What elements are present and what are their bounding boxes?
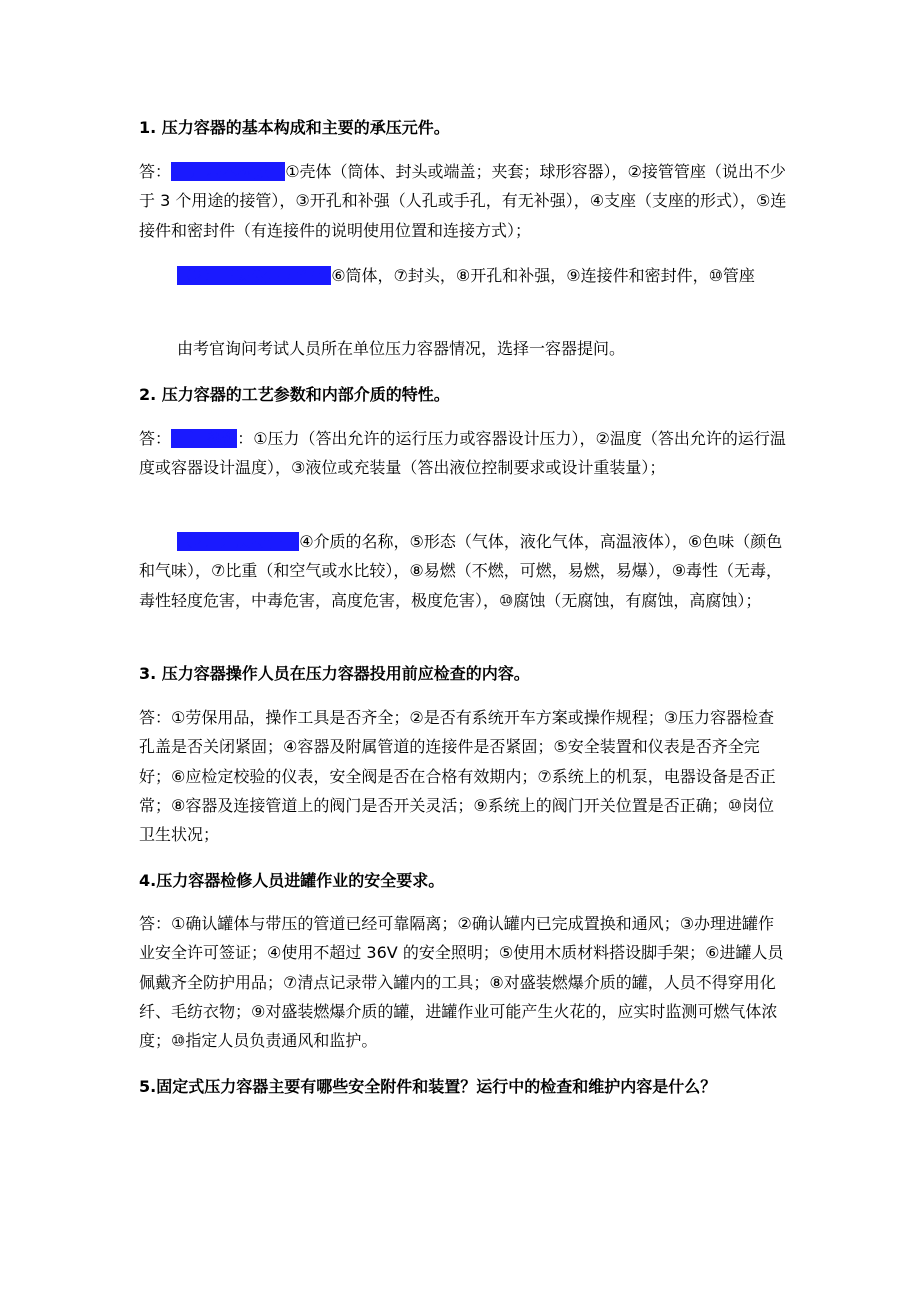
section-5-heading: 5.固定式压力容器主要有哪些安全附件和装置？运行中的检查和维护内容是什么？	[139, 1077, 717, 1096]
highlight-medium-properties: （2）介质特性：	[177, 532, 300, 551]
section-3-heading: 3. 压力容器操作人员在压力容器投用前应检查的内容。	[139, 664, 530, 683]
answer-text: ①壳体（筒体、封头或端盖；夹套；球形容器），②接管管座（说出不少于 3 个用途的接管），③开孔和补强（人孔或手孔，有无补强），④支座（支座的形式），⑤连接件和密封件（有连接件的说明使用位置和连接方式）；	[139, 162, 787, 240]
answer-lead: 答：	[139, 429, 172, 448]
section-1-note: 由考官询问考试人员所在单位压力容器情况，选择一容器提问。	[177, 339, 626, 358]
answer-text: ④介质的名称，⑤形态（气体，液化气体，高温液体），⑥色味（颜色和气味），⑦比重（和空气或水比较），⑧易燃（不燃，可燃，易燃，易爆），⑨毒性（无毒，毒性轻度危害，中毒危害，高度危害，极度危害），⑩腐蚀（无腐蚀，有腐蚀，高腐蚀）；	[139, 532, 783, 610]
section-2-answer-1	[139, 424, 789, 483]
section-3-answer: 答：①劳保用品，操作工具是否齐全；②是否有系统开车方案或操作规程；③压力容器检查孔盖是否关闭紧固；④容器及附属管道的连接件是否紧固；⑤安全装置和仪表是否齐全完好；⑥应检定校验的仪表，安全阀是否在合格有效期内；⑦系统上的机泵，电器设备是否正常；⑧容器及连接管道上的阀门是否开关灵活；⑨系统上的阀门开关位置是否正确；⑩岗位卫生状况；	[139, 708, 776, 845]
answer-lead: 答：	[139, 162, 172, 181]
highlight-parameters: （1）参数	[171, 429, 238, 448]
section-1-heading: 1. 压力容器的基本构成和主要的承压元件。	[139, 118, 450, 137]
highlight-pressure-components: （2）主要受压元件：	[177, 266, 332, 285]
highlight-basic-structure: （1）基本构成：	[171, 162, 286, 181]
answer-text: ：①压力（答出允许的运行压力或容器设计压力），②温度（答出允许的运行温度或容器设计温度），③液位或充装量（答出液位控制要求或设计重装量）；	[139, 429, 786, 478]
section-2-answer-2	[139, 527, 789, 615]
section-1-answer-2	[139, 261, 789, 290]
section-1-answer-1	[139, 157, 789, 245]
section-4-answer: 答：①确认罐体与带压的管道已经可靠隔离；②确认罐内已完成置换和通风；③办理进罐作业安全许可签证；④使用不超过 36V 的安全照明；⑤使用木质材料搭设脚手架；⑥进罐人员佩戴齐全防护用品；⑦清点记录带入罐内的工具；⑧对盛装燃爆介质的罐，人员不得穿用化纤、毛纺衣物；⑨对盛装燃爆介质的罐，进罐作业可能产生火花的，应实时监测可燃气体浓度；⑩指定人员负责通风和监护。	[139, 914, 784, 1051]
section-2-heading: 2. 压力容器的工艺参数和内部介质的特性。	[139, 385, 450, 404]
section-4-heading: 4.压力容器检修人员进罐作业的安全要求。	[139, 871, 445, 890]
answer-text: ⑥筒体，⑦封头，⑧开孔和补强，⑨连接件和密封件，⑩管座	[331, 266, 755, 285]
